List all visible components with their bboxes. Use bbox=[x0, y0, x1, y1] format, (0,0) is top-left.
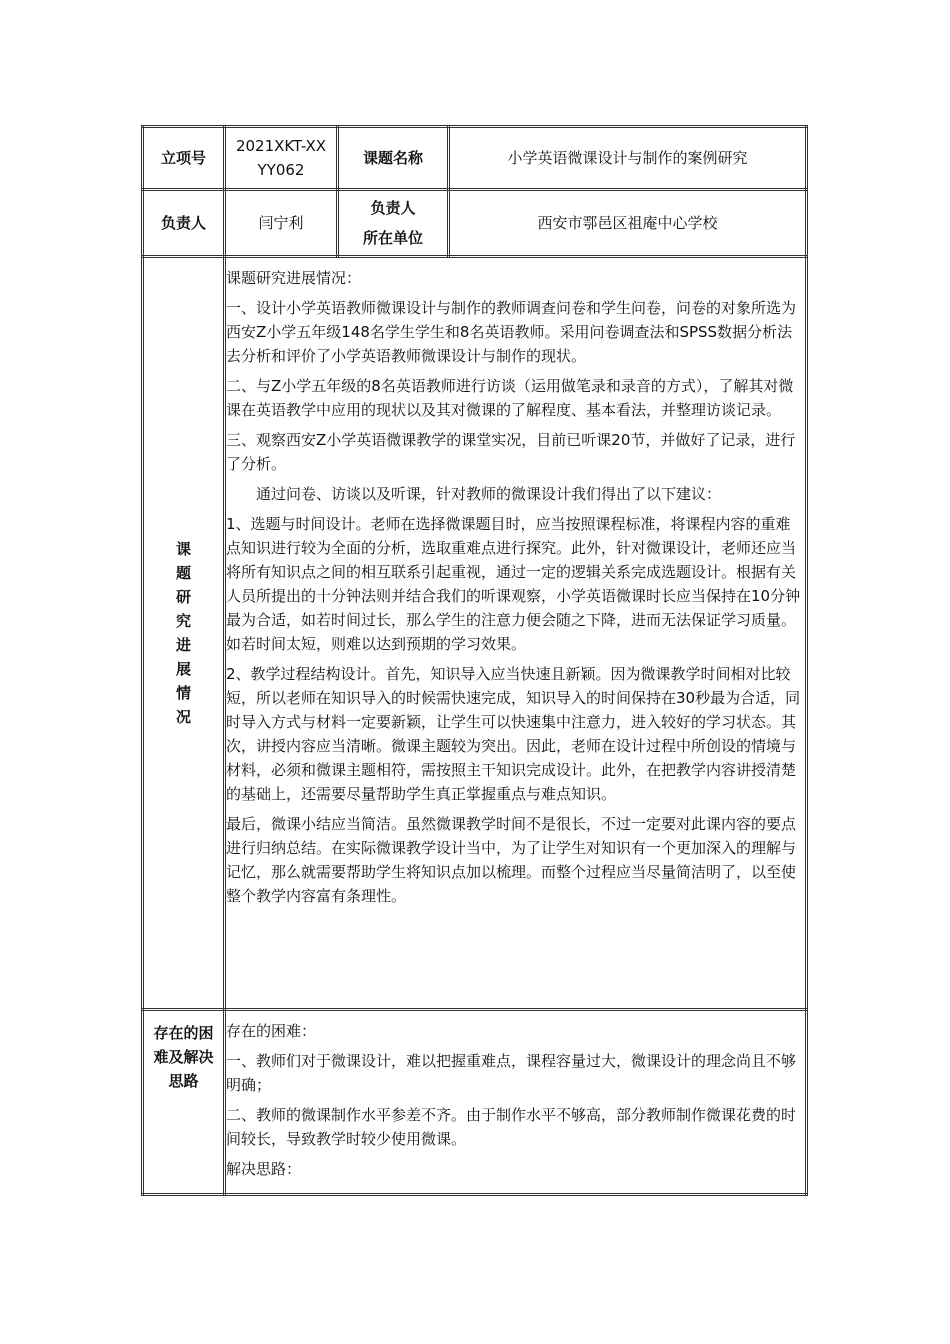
progress-paragraph: 通过问卷、访谈以及听课，针对教师的微课设计我们得出了以下建议： bbox=[256, 485, 722, 503]
row-progress bbox=[143, 257, 807, 1010]
progress-paragraph: 三、观察西安Z小学英语微课教学的课堂实况，目前已听课20节，并做好了记录，进行了分析。 bbox=[226, 431, 796, 473]
progress-paragraph: 最后，微课小结应当简洁。虽然微课教学时间不是很长，不过一定要对此课内容的要点进行归纳总结。在实际微课教学设计当中，为了让学生对知识有一个更加深入的理解与记忆，那么就需要帮助学生将知识点加以梳理。而整个过程应当尽量简洁明了，以至使整个教学内容富有条理性。 bbox=[226, 815, 797, 905]
row-project bbox=[143, 127, 807, 190]
project-form-table bbox=[141, 125, 808, 1196]
unit-label bbox=[338, 190, 449, 257]
progress-label-char: 究 bbox=[175, 612, 191, 630]
difficulties-label bbox=[143, 1010, 225, 1195]
project-no-value: 2021XKT-XXYY062 bbox=[225, 127, 338, 190]
difficulties-label-line3: 思路 bbox=[168, 1072, 199, 1090]
progress-label-char: 研 bbox=[175, 588, 191, 606]
row-difficulties bbox=[143, 1010, 807, 1195]
row-leader bbox=[143, 190, 807, 257]
progress-label-char: 课 bbox=[175, 540, 191, 558]
progress-label-char: 进 bbox=[175, 636, 191, 654]
progress-content bbox=[225, 257, 807, 1010]
progress-label-char: 题 bbox=[175, 564, 191, 582]
difficulties-paragraph: 解决思路： bbox=[226, 1160, 302, 1178]
difficulties-label-line2: 难及解决 bbox=[153, 1048, 214, 1066]
progress-label bbox=[143, 257, 225, 1010]
difficulties-content bbox=[225, 1010, 807, 1195]
progress-paragraph: 2、教学过程结构设计。首先，知识导入应当快速且新颖。因为微课教学时间相对比较短，所以老师在知识导入的时候需快速完成，知识导入的时间保持在30秒最为合适，同时导入方式与材料一定要新颖，让学生可以快速集中注意力，进入较好的学习状态。其次，讲授内容应当清晰。微课主题较为突出。因此，老师在设计过程中所创设的情境与材料，必须和微课主题相符，需按照主干知识完成设计。此外，在把教学内容讲授清楚的基础上，还需要尽量帮助学生真正掌握重点与难点知识。 bbox=[226, 665, 801, 803]
difficulties-paragraph: 存在的困难： bbox=[226, 1022, 317, 1040]
difficulties-paragraph: 一、教师们对于微课设计，难以把握重难点，课程容量过大，微课设计的理念尚且不够明确； bbox=[226, 1052, 797, 1094]
leader-label: 负责人 bbox=[143, 190, 225, 257]
progress-paragraph: 课题研究进展情况： bbox=[226, 269, 362, 287]
unit-label-line2: 所在单位 bbox=[362, 229, 423, 247]
progress-label-char: 情 bbox=[175, 684, 191, 702]
unit-label-line1: 负责人 bbox=[370, 199, 416, 217]
difficulties-label-line1: 存在的困 bbox=[153, 1024, 214, 1042]
project-no-label: 立项号 bbox=[143, 127, 225, 190]
leader-value: 闫宁利 bbox=[225, 190, 338, 257]
progress-paragraph: 1、选题与时间设计。老师在选择微课题目时，应当按照课程标准，将课程内容的重难点知识进行较为全面的分析，选取重难点进行探究。此外，针对微课设计，老师还应当将所有知识点之间的相互联系引起重视，通过一定的逻辑关系完成选题设计。根据有关人员所提出的十分钟法则并结合我们的听课观察，小学英语微课时长应当保持在10分钟最为合适，如若时间过长，那么学生的注意力便会随之下降，进而无法保证学习质量。如若时间太短，则难以达到预期的学习效果。 bbox=[226, 515, 801, 653]
difficulties-paragraph: 二、教师的微课制作水平参差不齐。由于制作水平不够高，部分教师制作微课花费的时间较长，导致教学时较少使用微课。 bbox=[226, 1106, 797, 1148]
progress-paragraph: 一、设计小学英语教师微课设计与制作的教师调查问卷和学生问卷，问卷的对象所选为西安Z小学五年级148名学生学生和8名英语教师。采用问卷调查法和SPSS数据分析法去分析和评价了小学英语教师微课设计与制作的现状。 bbox=[226, 299, 797, 365]
unit-value: 西安市鄠邑区祖庵中心学校 bbox=[449, 190, 807, 257]
title-label: 课题名称 bbox=[338, 127, 449, 190]
progress-label-char: 况 bbox=[175, 708, 191, 726]
title-value: 小学英语微课设计与制作的案例研究 bbox=[449, 127, 807, 190]
progress-paragraph: 二、与Z小学五年级的8名英语教师进行访谈（运用做笔录和录音的方式），了解其对微课在英语教学中应用的现状以及其对微课的了解程度、基本看法，并整理访谈记录。 bbox=[226, 377, 794, 419]
progress-label-char: 展 bbox=[175, 660, 191, 678]
